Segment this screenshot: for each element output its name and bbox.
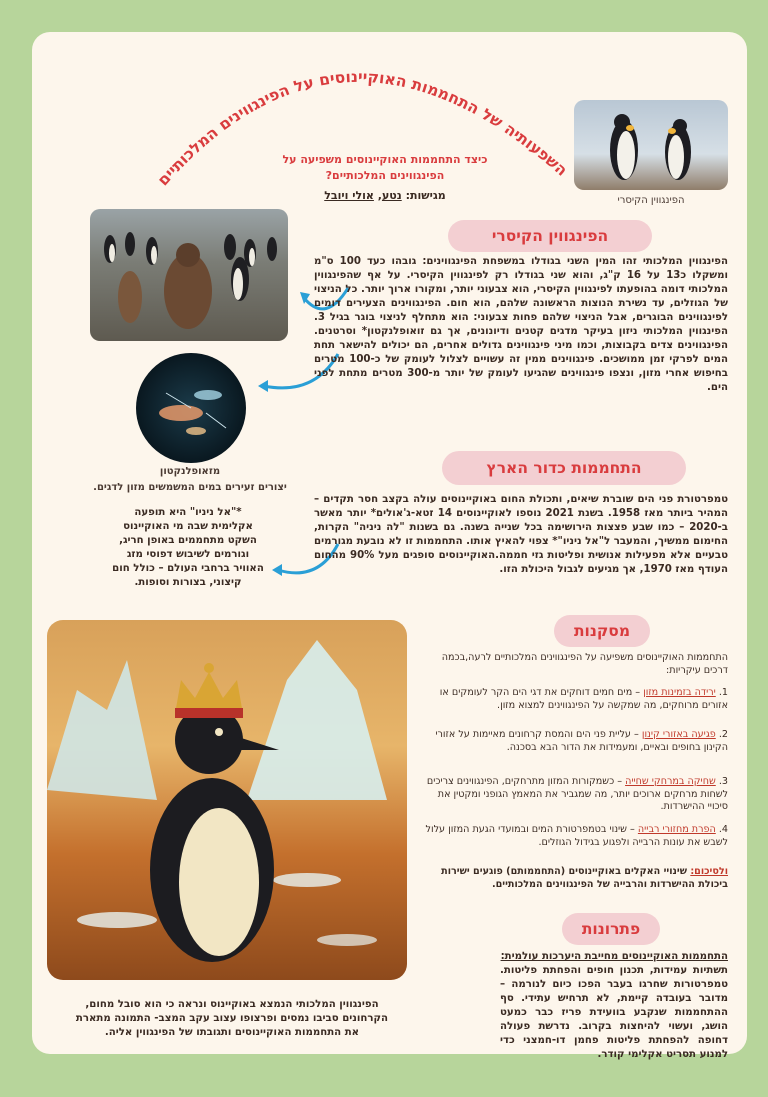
conclusion-item-2-text: – עליית פני הים והמסת קרחונים מאיימות על אזורי הקינון בחופים ובאיים, ומעמידות את הדור הבא בסכנה. (435, 729, 728, 753)
zooplankton-description: יצורים זעירים במים המשמשים מזון לדגים. (93, 482, 287, 493)
conclusion-item-1-head: ירידה בזמינות מזון (643, 687, 716, 698)
emperor-section-title: הפינגווין הקיסרי (448, 220, 652, 252)
colony-illustration (90, 209, 288, 341)
penguin-pair-illustration (574, 100, 728, 190)
warming-section-text: טמפרטורת פני הים שוברת שיאים, ותכולת החום באוקיינוסים עולה בקצב חסר תקדים – המהיר ביותר מאז 1958. בשנת 2021 נוספו לאוקיינוסים 14 זטא-ג'אולים* יותר מאשר ב-2020 – כמו שבע פצצות הירושימה בכל שנייה בשנה. גם בשנות "לה ניניה" הקרות, החימום ממשיך, והמעבר ל"אל ניניו"* צפוי להאיץ אותו. התחממות זו לא נובעת מגורמים טבעיים אלא מפעילות אנושית ופליטות גזי חממה.האוקיינוסים סופגים מעל 90% מהחום העודף מאז 1970, אך מגיעים לגבול היכולת הזו. (314, 494, 728, 575)
conclusions-summary-text: שינויי האקלים באוקיינוסים (התחממותם) פוגעים ישירות ביכולת ההישרדות והרבייה של הפינגווינים המלכותיים. (441, 866, 728, 890)
presenters (260, 189, 510, 202)
emperor-section-text: הפינגווין המלכותי זהו המין השני בגודלו במשפחת הפינגווינים: גובהו כעד 100 ס"מ ומשקלו כ13 על 16 ק"ג, והוא שני בגודלו רק לפינגווין הקיסרי. על אף שהפינגווין המלכותי דומה בהופעתו לפינגווין הקיסרי, הוא צבעוני יותר, ומקורו ארוך יותר. כל הניצוי של הגוזלים, עד נשירת הנוצות הראשונה שלהם, הוא חום. הפינגווינים הצעירים דומים לפינגווינים הבוגרים, אבל הניצוי שלהם פחות צבעוני: הוא מתחלף לניצוי בוגר בגיל 3. הפינגווין המלכותי ניזון בעיקר מדגים קטנים ודיונונים, אך גם זואופלנקטון* וסרטנים. הפינגווינים צדים בקבוצות, וכמו מיני פינגווינים גדולים אחרים, הם יכולים להישאר תחת המים לפרקי זמן ממושכים. פינגווינים ממין זה עשויים לצלול לעומק של כ-100 מטרים בחיפוש אחרי מזון, ונצפו פינגווינים שהגיעו לעומק של יותר מ-300 מטרים מתחת לפני הים. (314, 256, 729, 393)
crowned-penguin-painting (47, 620, 407, 980)
conclusion-item-2-head: פגיעה באזורי קינון (641, 729, 716, 740)
zooplankton-illustration (136, 353, 246, 463)
crowned-penguin-illustration (47, 620, 407, 980)
solutions-head: התחממות האוקיינוסים מחייבת היערכות עולמית: (500, 951, 728, 962)
conclusion-item-4 (420, 824, 728, 849)
zooplankton-title: מזאופלנקטון (159, 466, 221, 477)
conclusion-item-1 (420, 687, 728, 712)
warming-section-title: התחממות כדור הארץ (442, 451, 686, 485)
conclusion-item-3-num: 3. (715, 776, 728, 787)
solutions-text: תשתיות עמידות, תכנון חופים והפחתת פליטות. טמפרטורות שחרגו בעבר הפכו כיום לנורמה – מדובר בעובדה קיימת, לא תרחיש עתידי. סף ההתחממות שנקבע בוועידת פריז כבר כמעט הושג, ועשוי להיחצות בקרוב. נדרשת פעולה דחופה להפחתת פליטות פחמן דו-חמצני כדי למנוע תסריט אקלימי קודר. (500, 965, 728, 1060)
conclusion-item-2 (420, 729, 728, 754)
presenter-1: נטע (381, 189, 402, 202)
emperor-photo-caption: הפינגווין הקיסרי (617, 195, 685, 206)
el-nino-note: *"אל ניניו" היא תופעה אקלימית שבה מי האוקיינוס השקט מתחממים באופן חריג, וגורמים לשיבוש דפוסי מזג האוויר ברחבי העולם – כולל חום קיצוני, בצורות וסופות. (112, 507, 264, 588)
conclusion-item-3-head: שחיקה במרחקי שחייה (625, 776, 716, 787)
solutions-title: פתרונות (562, 913, 660, 945)
conclusion-item-1-num: 1. (715, 687, 728, 698)
presenter-2: אולי ויובל (324, 189, 374, 202)
conclusion-item-4-text: – שינוי בטמפרטורת המים ובמועדי הגעת המזון עלול לשבש את עונות הרבייה ולפגוע בגידול הגוזלים. (425, 824, 728, 848)
presenters-label: מגישות: (405, 189, 446, 202)
conclusion-item-2-num: 2. (715, 729, 728, 740)
conclusions-summary (420, 866, 728, 891)
king-penguin-colony-photo (90, 209, 288, 341)
conclusion-item-1-text: – מים חמים דוחקים את דגי הים הקר לעומקים או אזורים מרוחקים, מה שמקשה על הפינגווינים למצוא מזון. (439, 687, 728, 711)
zooplankton-photo (136, 353, 246, 463)
conclusion-item-4-num: 4. (715, 824, 728, 835)
conclusions-intro: התחממות האוקיינוסים משפיעה על הפינגווינים המלכותיים לרעה,בכמה דרכים עיקריות: (441, 652, 728, 676)
emperor-penguins-photo (574, 100, 728, 190)
conclusions-summary-head: ולסיכום: (690, 866, 728, 877)
crowned-penguin-caption: הפינגווין המלכותי הנמצא באוקיינוס ונראה כי הוא סובל מחום, הקרחונים סביבו נמסים ופרצופו עצוב עקב המצב- התמונה מתארת את התחממות האוקיינוסים ותגובתו של הפינגווין אליה. (75, 999, 389, 1038)
arc-title-text: השפעותיה של התחממות האוקיינוסים על הפינגווינים המלכותיים (153, 67, 571, 190)
conclusion-item-4-head: הפרת מחזורי רבייה (637, 824, 716, 835)
main-question: כיצד התחממות האוקיינוסים משפיעה על הפינגווינים המלכותיים? (282, 153, 488, 182)
presenter-separator: , (373, 189, 382, 202)
poster-panel (32, 32, 747, 1060)
conclusion-item-3 (420, 776, 728, 814)
conclusions-title: מסקנות (554, 615, 650, 647)
conclusion-item-3-text: – כשמקורות המזון מתרחקים, הפינגווינים צריכים לשחות מרחקים ארוכים יותר, מה שמגביר את המאמץ הגופני ומקטין את סיכויי ההישרדות. (426, 776, 728, 812)
